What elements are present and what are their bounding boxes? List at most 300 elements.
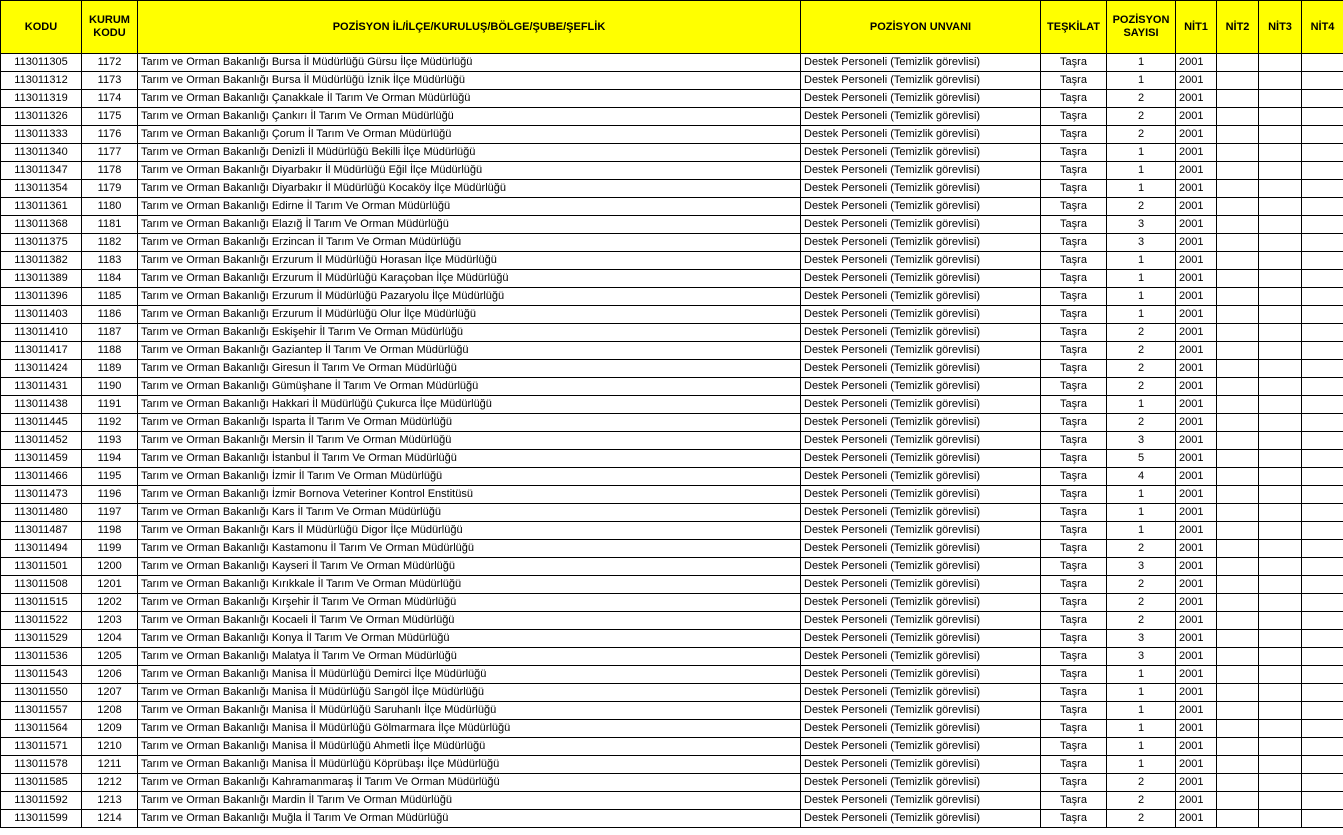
cell-pozisyon-yer: Tarım ve Orman Bakanlığı Kırıkkale İl Tarım Ve Orman Müdürlüğü [138,576,801,594]
cell-pozisyon-sayisi: 3 [1107,234,1176,252]
cell-nit3 [1259,522,1302,540]
cell-pozisyon-sayisi: 3 [1107,630,1176,648]
table-row [1,342,1343,360]
cell-nit4 [1302,378,1343,396]
cell-pozisyon-sayisi: 2 [1107,90,1176,108]
table-row [1,558,1343,576]
cell-pozisyon-unvani: Destek Personeli (Temizlik görevlisi) [801,270,1041,288]
cell-teskilat: Taşra [1041,810,1107,828]
cell-pozisyon-yer: Tarım ve Orman Bakanlığı Manisa İl Müdürlüğü Sarıgöl İlçe Müdürlüğü [138,684,801,702]
cell-pozisyon-yer: Tarım ve Orman Bakanlığı Konya İl Tarım Ve Orman Müdürlüğü [138,630,801,648]
cell-nit3 [1259,396,1302,414]
cell-nit4 [1302,540,1343,558]
cell-nit4 [1302,324,1343,342]
cell-pozisyon-sayisi: 1 [1107,306,1176,324]
cell-pozisyon-sayisi: 2 [1107,378,1176,396]
cell-nit4 [1302,522,1343,540]
cell-nit3 [1259,738,1302,756]
table-row [1,180,1343,198]
cell-nit2 [1217,360,1259,378]
cell-pozisyon-yer: Tarım ve Orman Bakanlığı Kars İl Tarım Ve Orman Müdürlüğü [138,504,801,522]
cell-kodu: 113011431 [1,378,82,396]
table-row [1,270,1343,288]
cell-teskilat: Taşra [1041,522,1107,540]
table-row [1,684,1343,702]
cell-pozisyon-sayisi: 2 [1107,810,1176,828]
cell-pozisyon-unvani: Destek Personeli (Temizlik görevlisi) [801,72,1041,90]
cell-pozisyon-unvani: Destek Personeli (Temizlik görevlisi) [801,198,1041,216]
header-nit2: NİT2 [1217,1,1259,54]
cell-teskilat: Taşra [1041,54,1107,72]
cell-pozisyon-yer: Tarım ve Orman Bakanlığı Çorum İl Tarım Ve Orman Müdürlüğü [138,126,801,144]
cell-kurum-kodu: 1185 [82,288,138,306]
cell-kurum-kodu: 1197 [82,504,138,522]
cell-nit4 [1302,756,1343,774]
cell-pozisyon-sayisi: 2 [1107,576,1176,594]
cell-nit3 [1259,144,1302,162]
cell-nit3 [1259,648,1302,666]
cell-nit3 [1259,666,1302,684]
cell-kodu: 113011473 [1,486,82,504]
cell-nit1: 2001 [1176,162,1217,180]
cell-pozisyon-unvani: Destek Personeli (Temizlik görevlisi) [801,594,1041,612]
table-row [1,216,1343,234]
cell-teskilat: Taşra [1041,432,1107,450]
cell-kodu: 113011361 [1,198,82,216]
cell-kurum-kodu: 1201 [82,576,138,594]
cell-pozisyon-unvani: Destek Personeli (Temizlik görevlisi) [801,486,1041,504]
cell-nit2 [1217,324,1259,342]
cell-kodu: 113011599 [1,810,82,828]
table-row [1,504,1343,522]
cell-pozisyon-unvani: Destek Personeli (Temizlik görevlisi) [801,576,1041,594]
cell-teskilat: Taşra [1041,612,1107,630]
header-pozisyon-unvani: POZİSYON UNVANI [801,1,1041,54]
cell-teskilat: Taşra [1041,72,1107,90]
table-row [1,774,1343,792]
cell-nit4 [1302,468,1343,486]
cell-nit2 [1217,108,1259,126]
cell-nit1: 2001 [1176,252,1217,270]
cell-kurum-kodu: 1204 [82,630,138,648]
cell-nit2 [1217,72,1259,90]
cell-pozisyon-unvani: Destek Personeli (Temizlik görevlisi) [801,504,1041,522]
cell-nit4 [1302,360,1343,378]
header-kurum-kodu: KURUM KODU [82,1,138,54]
cell-kurum-kodu: 1207 [82,684,138,702]
header-kodu: KODU [1,1,82,54]
table-row [1,756,1343,774]
cell-pozisyon-unvani: Destek Personeli (Temizlik görevlisi) [801,612,1041,630]
cell-kurum-kodu: 1177 [82,144,138,162]
cell-pozisyon-sayisi: 1 [1107,702,1176,720]
cell-nit3 [1259,72,1302,90]
cell-nit2 [1217,180,1259,198]
cell-kurum-kodu: 1199 [82,540,138,558]
cell-kodu: 113011543 [1,666,82,684]
cell-pozisyon-sayisi: 2 [1107,108,1176,126]
cell-kurum-kodu: 1189 [82,360,138,378]
cell-pozisyon-yer: Tarım ve Orman Bakanlığı Denizli İl Müdürlüğü Bekilli İlçe Müdürlüğü [138,144,801,162]
cell-nit1: 2001 [1176,594,1217,612]
cell-pozisyon-sayisi: 2 [1107,342,1176,360]
cell-kurum-kodu: 1214 [82,810,138,828]
cell-nit2 [1217,558,1259,576]
cell-pozisyon-sayisi: 1 [1107,720,1176,738]
table-row [1,198,1343,216]
cell-teskilat: Taşra [1041,576,1107,594]
cell-kurum-kodu: 1174 [82,90,138,108]
cell-nit2 [1217,684,1259,702]
cell-nit2 [1217,144,1259,162]
table-row [1,306,1343,324]
header-nit4: NİT4 [1302,1,1343,54]
header-row [1,1,1343,54]
cell-nit2 [1217,468,1259,486]
cell-pozisyon-sayisi: 1 [1107,738,1176,756]
cell-kurum-kodu: 1212 [82,774,138,792]
cell-teskilat: Taşra [1041,630,1107,648]
cell-kodu: 113011571 [1,738,82,756]
cell-nit2 [1217,720,1259,738]
cell-nit4 [1302,666,1343,684]
cell-kodu: 113011557 [1,702,82,720]
cell-nit3 [1259,810,1302,828]
cell-nit3 [1259,468,1302,486]
cell-pozisyon-unvani: Destek Personeli (Temizlik görevlisi) [801,396,1041,414]
cell-kurum-kodu: 1208 [82,702,138,720]
cell-nit3 [1259,270,1302,288]
cell-nit4 [1302,234,1343,252]
cell-kodu: 113011396 [1,288,82,306]
cell-nit1: 2001 [1176,72,1217,90]
cell-nit3 [1259,324,1302,342]
cell-pozisyon-unvani: Destek Personeli (Temizlik görevlisi) [801,288,1041,306]
cell-nit2 [1217,594,1259,612]
cell-nit3 [1259,162,1302,180]
cell-kodu: 113011326 [1,108,82,126]
table-body [1,54,1343,828]
cell-nit1: 2001 [1176,522,1217,540]
cell-teskilat: Taşra [1041,396,1107,414]
cell-nit1: 2001 [1176,486,1217,504]
cell-pozisyon-unvani: Destek Personeli (Temizlik görevlisi) [801,738,1041,756]
cell-teskilat: Taşra [1041,738,1107,756]
cell-pozisyon-unvani: Destek Personeli (Temizlik görevlisi) [801,234,1041,252]
cell-kurum-kodu: 1191 [82,396,138,414]
header-pozisyon-sayisi: POZİSYON SAYISI [1107,1,1176,54]
cell-nit4 [1302,738,1343,756]
cell-teskilat: Taşra [1041,720,1107,738]
cell-kodu: 113011592 [1,792,82,810]
cell-teskilat: Taşra [1041,198,1107,216]
cell-nit4 [1302,504,1343,522]
cell-kurum-kodu: 1210 [82,738,138,756]
cell-pozisyon-yer: Tarım ve Orman Bakanlığı Çankırı İl Tarım Ve Orman Müdürlüğü [138,108,801,126]
cell-teskilat: Taşra [1041,234,1107,252]
cell-pozisyon-yer: Tarım ve Orman Bakanlığı Elazığ İl Tarım Ve Orman Müdürlüğü [138,216,801,234]
cell-pozisyon-unvani: Destek Personeli (Temizlik görevlisi) [801,702,1041,720]
table-row [1,54,1343,72]
cell-nit1: 2001 [1176,144,1217,162]
cell-kurum-kodu: 1181 [82,216,138,234]
cell-pozisyon-sayisi: 3 [1107,216,1176,234]
table-row [1,648,1343,666]
cell-teskilat: Taşra [1041,684,1107,702]
cell-kodu: 113011347 [1,162,82,180]
cell-pozisyon-unvani: Destek Personeli (Temizlik görevlisi) [801,144,1041,162]
cell-pozisyon-unvani: Destek Personeli (Temizlik görevlisi) [801,432,1041,450]
cell-pozisyon-yer: Tarım ve Orman Bakanlığı Gümüşhane İl Tarım Ve Orman Müdürlüğü [138,378,801,396]
cell-pozisyon-yer: Tarım ve Orman Bakanlığı İstanbul İl Tarım Ve Orman Müdürlüğü [138,450,801,468]
cell-kurum-kodu: 1209 [82,720,138,738]
cell-pozisyon-unvani: Destek Personeli (Temizlik görevlisi) [801,540,1041,558]
cell-pozisyon-yer: Tarım ve Orman Bakanlığı Edirne İl Tarım Ve Orman Müdürlüğü [138,198,801,216]
cell-nit2 [1217,270,1259,288]
cell-kodu: 113011536 [1,648,82,666]
cell-nit3 [1259,432,1302,450]
cell-kurum-kodu: 1206 [82,666,138,684]
cell-pozisyon-unvani: Destek Personeli (Temizlik görevlisi) [801,162,1041,180]
cell-kurum-kodu: 1194 [82,450,138,468]
cell-teskilat: Taşra [1041,666,1107,684]
cell-nit2 [1217,612,1259,630]
cell-pozisyon-sayisi: 1 [1107,486,1176,504]
cell-teskilat: Taşra [1041,792,1107,810]
cell-kurum-kodu: 1176 [82,126,138,144]
cell-nit3 [1259,630,1302,648]
cell-nit2 [1217,666,1259,684]
cell-pozisyon-unvani: Destek Personeli (Temizlik görevlisi) [801,666,1041,684]
cell-pozisyon-sayisi: 4 [1107,468,1176,486]
cell-kodu: 113011319 [1,90,82,108]
cell-kurum-kodu: 1183 [82,252,138,270]
cell-nit3 [1259,684,1302,702]
cell-pozisyon-unvani: Destek Personeli (Temizlik görevlisi) [801,468,1041,486]
table-row [1,702,1343,720]
table-row [1,378,1343,396]
cell-nit2 [1217,90,1259,108]
cell-pozisyon-sayisi: 2 [1107,594,1176,612]
cell-kodu: 113011501 [1,558,82,576]
table-row [1,450,1343,468]
cell-teskilat: Taşra [1041,144,1107,162]
cell-pozisyon-sayisi: 1 [1107,144,1176,162]
cell-pozisyon-unvani: Destek Personeli (Temizlik görevlisi) [801,720,1041,738]
cell-pozisyon-yer: Tarım ve Orman Bakanlığı Mardin İl Tarım Ve Orman Müdürlüğü [138,792,801,810]
cell-nit3 [1259,180,1302,198]
cell-pozisyon-sayisi: 2 [1107,612,1176,630]
cell-teskilat: Taşra [1041,450,1107,468]
cell-nit1: 2001 [1176,54,1217,72]
cell-nit3 [1259,288,1302,306]
cell-nit3 [1259,342,1302,360]
cell-nit2 [1217,414,1259,432]
cell-kodu: 113011375 [1,234,82,252]
table-row [1,72,1343,90]
cell-kurum-kodu: 1205 [82,648,138,666]
table-row [1,468,1343,486]
cell-nit1: 2001 [1176,306,1217,324]
cell-kodu: 113011333 [1,126,82,144]
cell-nit4 [1302,288,1343,306]
cell-nit4 [1302,414,1343,432]
cell-teskilat: Taşra [1041,774,1107,792]
cell-nit3 [1259,576,1302,594]
cell-pozisyon-yer: Tarım ve Orman Bakanlığı Çanakkale İl Tarım Ve Orman Müdürlüğü [138,90,801,108]
table-row [1,810,1343,828]
cell-kurum-kodu: 1190 [82,378,138,396]
cell-nit4 [1302,594,1343,612]
cell-teskilat: Taşra [1041,558,1107,576]
cell-nit2 [1217,576,1259,594]
cell-nit2 [1217,54,1259,72]
cell-pozisyon-yer: Tarım ve Orman Bakanlığı Erzurum İl Müdürlüğü Olur İlçe Müdürlüğü [138,306,801,324]
cell-pozisyon-unvani: Destek Personeli (Temizlik görevlisi) [801,648,1041,666]
cell-kodu: 113011382 [1,252,82,270]
cell-pozisyon-sayisi: 2 [1107,324,1176,342]
cell-pozisyon-sayisi: 3 [1107,648,1176,666]
cell-pozisyon-sayisi: 2 [1107,774,1176,792]
table-row [1,594,1343,612]
cell-nit2 [1217,792,1259,810]
cell-pozisyon-sayisi: 1 [1107,162,1176,180]
cell-nit4 [1302,342,1343,360]
cell-nit2 [1217,450,1259,468]
table-row [1,396,1343,414]
cell-pozisyon-sayisi: 2 [1107,126,1176,144]
cell-nit1: 2001 [1176,504,1217,522]
cell-kodu: 113011459 [1,450,82,468]
cell-nit3 [1259,216,1302,234]
cell-pozisyon-yer: Tarım ve Orman Bakanlığı Giresun İl Tarım Ve Orman Müdürlüğü [138,360,801,378]
cell-pozisyon-unvani: Destek Personeli (Temizlik görevlisi) [801,324,1041,342]
cell-nit1: 2001 [1176,198,1217,216]
cell-pozisyon-yer: Tarım ve Orman Bakanlığı Kırşehir İl Tarım Ve Orman Müdürlüğü [138,594,801,612]
cell-pozisyon-sayisi: 2 [1107,540,1176,558]
cell-pozisyon-sayisi: 2 [1107,198,1176,216]
cell-pozisyon-sayisi: 5 [1107,450,1176,468]
cell-teskilat: Taşra [1041,108,1107,126]
cell-nit1: 2001 [1176,216,1217,234]
cell-teskilat: Taşra [1041,378,1107,396]
cell-pozisyon-unvani: Destek Personeli (Temizlik görevlisi) [801,630,1041,648]
cell-nit1: 2001 [1176,756,1217,774]
cell-kodu: 113011515 [1,594,82,612]
cell-pozisyon-yer: Tarım ve Orman Bakanlığı Eskişehir İl Tarım Ve Orman Müdürlüğü [138,324,801,342]
cell-pozisyon-yer: Tarım ve Orman Bakanlığı İzmir Bornova Veteriner Kontrol Enstitüsü [138,486,801,504]
cell-kurum-kodu: 1186 [82,306,138,324]
cell-kodu: 113011529 [1,630,82,648]
table-row [1,522,1343,540]
cell-pozisyon-yer: Tarım ve Orman Bakanlığı Manisa İl Müdürlüğü Saruhanlı İlçe Müdürlüğü [138,702,801,720]
cell-kurum-kodu: 1178 [82,162,138,180]
cell-teskilat: Taşra [1041,216,1107,234]
cell-nit2 [1217,774,1259,792]
cell-pozisyon-unvani: Destek Personeli (Temizlik görevlisi) [801,774,1041,792]
cell-kodu: 113011578 [1,756,82,774]
table-row [1,162,1343,180]
cell-nit3 [1259,126,1302,144]
cell-pozisyon-sayisi: 3 [1107,558,1176,576]
cell-pozisyon-sayisi: 2 [1107,792,1176,810]
cell-kodu: 113011466 [1,468,82,486]
cell-kodu: 113011403 [1,306,82,324]
cell-kodu: 113011445 [1,414,82,432]
cell-nit1: 2001 [1176,360,1217,378]
cell-pozisyon-yer: Tarım ve Orman Bakanlığı Isparta İl Tarım Ve Orman Müdürlüğü [138,414,801,432]
cell-kodu: 113011564 [1,720,82,738]
cell-nit1: 2001 [1176,468,1217,486]
cell-kodu: 113011494 [1,540,82,558]
cell-nit4 [1302,144,1343,162]
cell-pozisyon-unvani: Destek Personeli (Temizlik görevlisi) [801,342,1041,360]
table-row [1,486,1343,504]
cell-pozisyon-unvani: Destek Personeli (Temizlik görevlisi) [801,90,1041,108]
table-row [1,90,1343,108]
cell-nit4 [1302,648,1343,666]
cell-nit1: 2001 [1176,666,1217,684]
cell-nit1: 2001 [1176,558,1217,576]
cell-nit2 [1217,126,1259,144]
cell-nit2 [1217,306,1259,324]
cell-kodu: 113011368 [1,216,82,234]
cell-pozisyon-yer: Tarım ve Orman Bakanlığı Manisa İl Müdürlüğü Köprübaşı İlçe Müdürlüğü [138,756,801,774]
cell-kodu: 113011487 [1,522,82,540]
table-row [1,720,1343,738]
cell-nit3 [1259,234,1302,252]
cell-nit1: 2001 [1176,612,1217,630]
cell-nit2 [1217,486,1259,504]
table-row [1,324,1343,342]
cell-pozisyon-yer: Tarım ve Orman Bakanlığı Malatya İl Tarım Ve Orman Müdürlüğü [138,648,801,666]
cell-nit4 [1302,684,1343,702]
table-row [1,576,1343,594]
cell-nit3 [1259,108,1302,126]
cell-kurum-kodu: 1203 [82,612,138,630]
cell-pozisyon-yer: Tarım ve Orman Bakanlığı Manisa İl Müdürlüğü Ahmetli İlçe Müdürlüğü [138,738,801,756]
cell-nit4 [1302,108,1343,126]
cell-teskilat: Taşra [1041,594,1107,612]
cell-pozisyon-yer: Tarım ve Orman Bakanlığı Muğla İl Tarım Ve Orman Müdürlüğü [138,810,801,828]
cell-teskilat: Taşra [1041,126,1107,144]
cell-pozisyon-yer: Tarım ve Orman Bakanlığı Manisa İl Müdürlüğü Gölmarmara İlçe Müdürlüğü [138,720,801,738]
cell-nit2 [1217,378,1259,396]
cell-nit2 [1217,162,1259,180]
cell-pozisyon-yer: Tarım ve Orman Bakanlığı Erzurum İl Müdürlüğü Horasan İlçe Müdürlüğü [138,252,801,270]
table-row [1,612,1343,630]
cell-nit2 [1217,216,1259,234]
cell-nit4 [1302,450,1343,468]
cell-kodu: 113011354 [1,180,82,198]
cell-nit2 [1217,288,1259,306]
cell-pozisyon-sayisi: 2 [1107,360,1176,378]
cell-nit3 [1259,360,1302,378]
cell-nit4 [1302,180,1343,198]
cell-nit1: 2001 [1176,324,1217,342]
cell-nit3 [1259,486,1302,504]
table-row [1,126,1343,144]
cell-pozisyon-unvani: Destek Personeli (Temizlik görevlisi) [801,360,1041,378]
cell-pozisyon-sayisi: 1 [1107,522,1176,540]
cell-pozisyon-sayisi: 1 [1107,270,1176,288]
cell-nit4 [1302,72,1343,90]
cell-pozisyon-unvani: Destek Personeli (Temizlik görevlisi) [801,792,1041,810]
cell-kodu: 113011508 [1,576,82,594]
cell-nit3 [1259,720,1302,738]
cell-nit1: 2001 [1176,720,1217,738]
cell-nit1: 2001 [1176,792,1217,810]
